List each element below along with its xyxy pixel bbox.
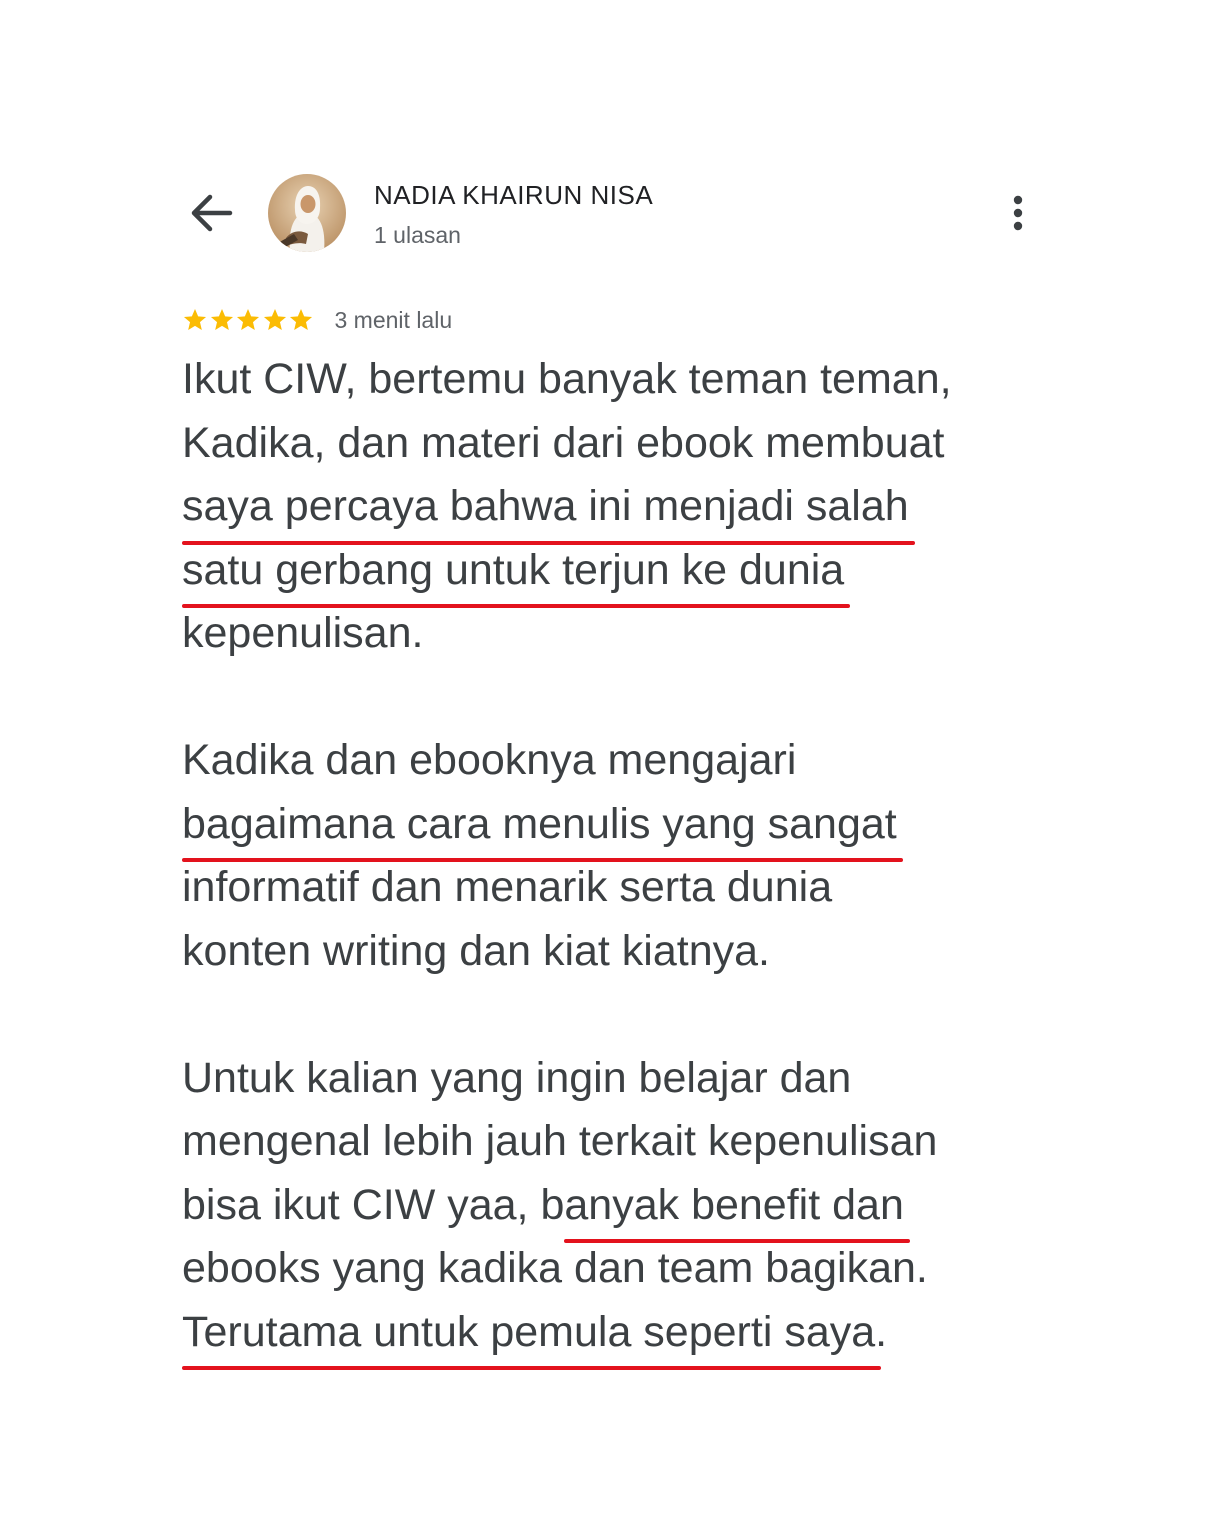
review-line (182, 539, 1062, 603)
arrow-left-icon (186, 190, 236, 236)
star-icon (235, 307, 261, 333)
review-header (0, 0, 1229, 280)
review-line: Kadika, dan materi dari ebook membuat (182, 418, 945, 467)
review-line: ebooks yang kadika dan team bagikan. (182, 1244, 928, 1292)
review-line: konten writing dan kiat kiatnya. (182, 926, 770, 975)
star-icon (262, 307, 288, 333)
review-line: informatif dan menarik serta dunia (182, 863, 833, 911)
star-icon (209, 307, 235, 333)
review-line (182, 1174, 1062, 1238)
review-line: mengenal lebih jauh terkait kepenulisan (182, 1117, 938, 1165)
more-vert-icon (1002, 192, 1034, 236)
review-time: 3 menit lalu (334, 306, 453, 333)
paragraph-gap (182, 666, 1062, 730)
review-text (182, 348, 1062, 1364)
rating-row (182, 304, 452, 336)
review-text-segment: bisa ikut CIW yaa, b (182, 1180, 565, 1229)
review-line (182, 793, 1062, 857)
review-line: Untuk kalian yang ingin belajar dan (182, 1053, 852, 1102)
review-text-segment: . (875, 1307, 888, 1356)
more-options-button[interactable] (1002, 192, 1034, 236)
avatar[interactable] (268, 174, 346, 252)
star-rating (182, 307, 315, 333)
highlighted-text: anyak benefit dan (564, 1174, 904, 1238)
review-line: kepenulisan. (182, 609, 424, 657)
paragraph-gap (182, 983, 1062, 1047)
reviewer-name[interactable]: NADIA KHAIRUN NISA (374, 180, 654, 210)
review-line: Kadika dan ebooknya mengajari (182, 736, 797, 784)
star-icon (182, 307, 208, 333)
highlighted-text: satu gerbang untuk terjun ke dunia (182, 539, 844, 603)
review-line (182, 1301, 1062, 1365)
highlighted-text: saya percaya bahwa ini menjadi salah (182, 475, 909, 539)
review-line: Ikut CIW, bertemu banyak teman teman, (182, 355, 952, 403)
highlighted-text: Terutama untuk pemula seperti saya (182, 1301, 875, 1365)
highlighted-text: bagaimana cara menulis yang sangat (182, 793, 897, 857)
review-line (182, 475, 1062, 539)
back-button[interactable] (186, 190, 236, 236)
star-icon (288, 307, 314, 333)
review-count: 1 ulasan (374, 222, 461, 248)
